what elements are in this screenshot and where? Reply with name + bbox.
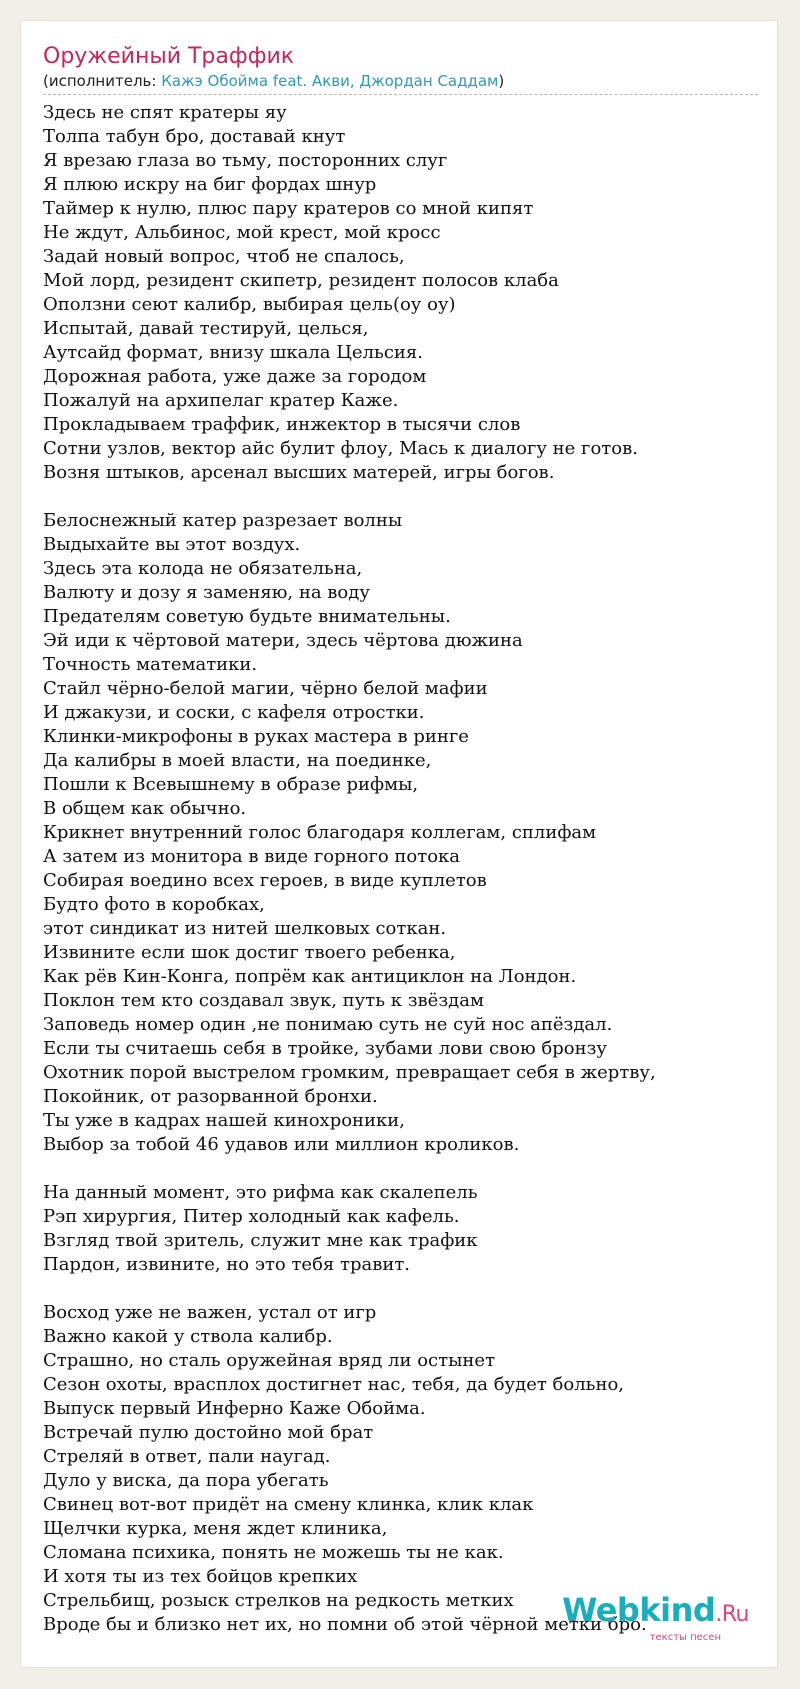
lyric-line: Рэп хирургия, Питер холодный как кафель. [43,1206,460,1227]
lyric-line: Здесь эта колода не обязательна, [43,558,363,579]
lyric-line: На данный момент, это рифма как скалепель [43,1182,478,1203]
lyric-line: Заповедь номер один ,не понимаю суть не суй нос апёздал. [43,1014,613,1035]
logo-tld: .Ru [715,1602,749,1627]
stanza-break [43,485,773,509]
lyric-line: Выдыхайте вы этот воздух. [43,534,301,555]
lyric-line: Сломана психика, понять не можешь ты не как. [43,1542,504,1563]
lyric-line: Страшно, но сталь оружейная вряд ли остынет [43,1350,496,1371]
lyric-line: Свинец вот-вот придёт на смену клинка, клик клак [43,1494,534,1515]
lyric-line: Стайл чёрно-белой магии, чёрно белой мафии [43,678,488,699]
lyric-line: Встречай пулю достойно мой брат [43,1422,374,1443]
logo-name: Webkind [562,1591,716,1629]
lyric-line: Белоснежный катер разрезает волны [43,510,403,531]
lyric-line: Стреляй в ответ, пали наугад. [43,1446,331,1467]
lyric-line: Крикнет внутренний голос благодаря коллегам, сплифам [43,822,597,843]
site-logo[interactable] [562,1593,749,1643]
lyric-line: Эй иди к чёртовой матери, здесь чёртова дюжина [43,630,523,651]
logo-wordmark [562,1593,749,1632]
lyric-line: Аутсайд формат, внизу шкала Цельсия. [43,342,423,363]
stanza-break [43,1277,773,1301]
lyric-line: Здесь не спят кратеры яу [43,102,287,123]
lyric-line: Оползни сеют калибр, выбирая цель(оу оу) [43,294,456,315]
lyric-line: Таймер к нулю, плюс пару кратеров со мной кипят [43,198,534,219]
lyric-line: Покойник, от разорванной бронхи. [43,1086,378,1107]
lyric-line: Выбор за тобой 46 удавов или миллион кроликов. [43,1134,520,1155]
lyric-line: В общем как обычно. [43,798,247,819]
lyric-line: Выпуск первый Инферно Каже Обойма. [43,1398,426,1419]
lyric-line: Я плюю искру на биг фордах шнур [43,174,377,195]
lyric-line: Да калибры в моей власти, на поединке, [43,750,432,771]
song-title: Оружейный Траффик [43,44,295,69]
lyric-line: Ты уже в кадрах нашей кинохроники, [43,1110,406,1131]
lyric-line: Стрельбищ, розыск стрелков на редкость метких [43,1590,514,1611]
lyric-line: Прокладываем траффик, инжектор в тысячи слов [43,414,521,435]
lyric-line: Я врезаю глаза во тьму, посторонних слуг [43,150,448,171]
lyric-line: этот синдикат из нитей шелковых соткан. [43,918,447,939]
lyric-line: Мой лорд, резидент скипетр, резидент полосов клаба [43,270,559,291]
lyric-line: Толпа табун бро, доставай кнут [43,126,346,147]
lyric-line: Вроде бы и близко нет их, но помни об этой чёрной метки бро. [43,1614,647,1635]
lyric-line: Поклон тем кто создавал звук, путь к звёздам [43,990,484,1011]
lyric-line: А затем из монитора в виде горного потока [43,846,461,867]
lyric-line: Пошли к Всевышнему в образе рифмы, [43,774,419,795]
lyric-line: Если ты считаешь себя в тройке, зубами лови свою бронзу [43,1038,607,1059]
logo-tagline: тексты песен [649,1632,721,1643]
lyric-line: Взгляд твой зритель, служит мне как трафик [43,1230,478,1251]
lyric-line: И джакузи, и соски, с кафеля отростки. [43,702,425,723]
lyric-line: Дорожная работа, уже даже за городом [43,366,427,387]
lyric-line: И хотя ты из тех бойцов крепких [43,1566,358,1587]
lyric-line: Клинки-микрофоны в руках мастера в ринге [43,726,469,747]
lyric-line: Восход уже не важен, устал от игр [43,1302,377,1323]
lyrics-card [20,20,778,1668]
lyric-line: Сезон охоты, врасплох достигнет нас, тебя, да будет больно, [43,1374,625,1395]
lyrics-body [43,101,773,1637]
artist-link[interactable]: Кажэ Обойма feat. Акви, Джордан Саддам [161,72,499,90]
lyric-line: Испытай, давай тестируй, целься, [43,318,369,339]
lyric-line: Точность математики. [43,654,258,675]
lyric-line: Как рёв Кин-Конга, попрём как антициклон на Лондон. [43,966,577,987]
lyric-line: Извините если шок достиг твоего ребенка, [43,942,456,963]
lyric-line: Не ждут, Альбинос, мой крест, мой кросс [43,222,441,243]
lyric-line: Сотни узлов, вектор айс булит флоу, Мась к диалогу не готов. [43,438,638,459]
lyric-line: Будто фото в коробках, [43,894,265,915]
lyric-line: Возня штыков, арсенал высших матерей, игры богов. [43,462,555,483]
artist-suffix: ) [498,72,505,90]
lyric-line: Задай новый вопрос, чтоб не спалось, [43,246,405,267]
lyric-line: Предателям советую будьте внимательны. [43,606,451,627]
artist-line [43,71,504,91]
header-divider [43,94,758,95]
artist-prefix: (исполнитель: [43,72,162,90]
lyric-line: Пардон, извините, но это тебя травит. [43,1254,411,1275]
lyric-line: Валюту и дозу я заменяю, на воду [43,582,370,603]
lyric-line: Пожалуй на архипелаг кратер Каже. [43,390,399,411]
lyric-line: Собирая воедино всех героев, в виде куплетов [43,870,487,891]
lyric-line: Охотник порой выстрелом громким, превращает себя в жертву, [43,1062,656,1083]
lyric-line: Щелчки курка, меня ждет клиника, [43,1518,388,1539]
stanza-break [43,1157,773,1181]
lyric-line: Дуло у виска, да пора убегать [43,1470,329,1491]
lyric-line: Важно какой у ствола калибр. [43,1326,333,1347]
